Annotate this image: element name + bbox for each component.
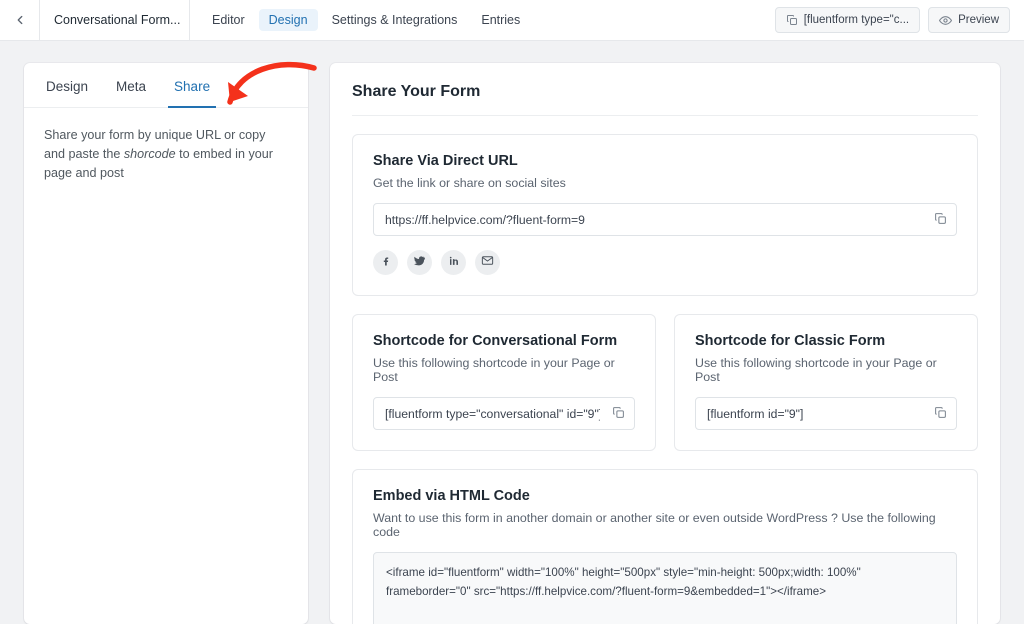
shortcode-conversational-heading: Shortcode for Conversational Form xyxy=(373,333,618,349)
chevron-left-icon xyxy=(13,13,27,27)
eye-icon xyxy=(939,14,952,27)
sidebar-description-emphasis: shorcode xyxy=(123,146,176,161)
shortcode-conversational-input[interactable] xyxy=(373,397,635,430)
card-shortcode-conversational-form xyxy=(352,314,656,451)
shortcode-pill-label: [fluentform type="c... xyxy=(803,14,910,26)
card-shortcode-classic-form xyxy=(674,314,978,451)
shortcode-conversational-subtitle: Use this following shortcode in your Page or Post xyxy=(373,356,615,384)
card-share-via-direct-url xyxy=(352,134,978,296)
card-embed-via-html-code xyxy=(352,469,978,624)
nav-item-design[interactable]: Design xyxy=(259,9,318,31)
twitter-icon xyxy=(413,254,426,272)
facebook-icon xyxy=(380,254,392,272)
embed-code-textarea[interactable] xyxy=(373,552,957,624)
preview-button[interactable] xyxy=(928,7,1010,33)
linkedin-icon xyxy=(448,254,460,272)
page-title: Share Your Form xyxy=(352,83,481,100)
header-divider xyxy=(352,115,978,116)
copy-icon xyxy=(786,14,798,26)
shortcode-classic-subtitle: Use this following shortcode in your Page or Post xyxy=(695,356,937,384)
embed-subtitle: Want to use this form in another domain or another site or even outside WordPress ? Use the following code xyxy=(373,511,936,539)
sidebar-description-prefix: Share your form by unique URL or copy and paste the xyxy=(44,128,266,161)
nav-item-editor[interactable]: Editor xyxy=(212,13,245,27)
share-facebook-button[interactable] xyxy=(373,250,398,275)
share-email-button[interactable] xyxy=(475,250,500,275)
direct-url-heading: Share Via Direct URL xyxy=(373,153,518,169)
form-title: Conversational Form... xyxy=(40,0,190,40)
copy-icon xyxy=(934,406,947,422)
tab-share[interactable]: Share xyxy=(160,63,224,107)
shortcode-conversational-input-wrap xyxy=(373,397,635,430)
shortcode-copy-pill[interactable] xyxy=(775,7,920,33)
top-bar xyxy=(0,0,1024,41)
shortcode-classic-copy-button[interactable] xyxy=(925,398,956,429)
main-content xyxy=(330,134,1000,624)
tab-design[interactable]: Design xyxy=(46,79,89,94)
top-bar-actions xyxy=(775,0,1010,40)
back-button[interactable] xyxy=(0,0,40,40)
shortcode-classic-heading: Shortcode for Classic Form xyxy=(695,333,886,349)
main-panel xyxy=(330,63,1000,624)
preview-button-label: Preview xyxy=(958,14,999,26)
sidebar-panel xyxy=(24,63,308,624)
shortcode-conversational-copy-button[interactable] xyxy=(603,398,634,429)
nav-item-settings-integrations[interactable]: Settings & Integrations xyxy=(331,13,458,27)
copy-icon xyxy=(612,406,625,422)
main-nav xyxy=(190,0,530,40)
share-twitter-button[interactable] xyxy=(407,250,432,275)
direct-url-input[interactable] xyxy=(373,203,957,236)
nav-item-entries[interactable]: Entries xyxy=(481,13,521,27)
tab-meta[interactable]: Meta xyxy=(116,79,147,94)
direct-url-input-wrap xyxy=(373,203,957,236)
direct-url-copy-button[interactable] xyxy=(925,204,956,235)
page-body xyxy=(0,41,1024,624)
share-linkedin-button[interactable] xyxy=(441,250,466,275)
sidebar-description xyxy=(24,108,308,201)
embed-heading: Embed via HTML Code xyxy=(373,488,530,504)
main-header xyxy=(330,63,1000,115)
sidebar-description-suffix: to embed in your page and post xyxy=(44,146,273,180)
sidebar-tabs xyxy=(24,63,308,108)
social-share-buttons xyxy=(373,250,957,275)
direct-url-subtitle: Get the link or share on social sites xyxy=(373,176,566,190)
shortcode-classic-input-wrap xyxy=(695,397,957,430)
shortcode-cards-row xyxy=(352,296,978,451)
shortcode-classic-input[interactable] xyxy=(695,397,957,430)
email-icon xyxy=(481,254,494,272)
copy-icon xyxy=(934,212,947,228)
